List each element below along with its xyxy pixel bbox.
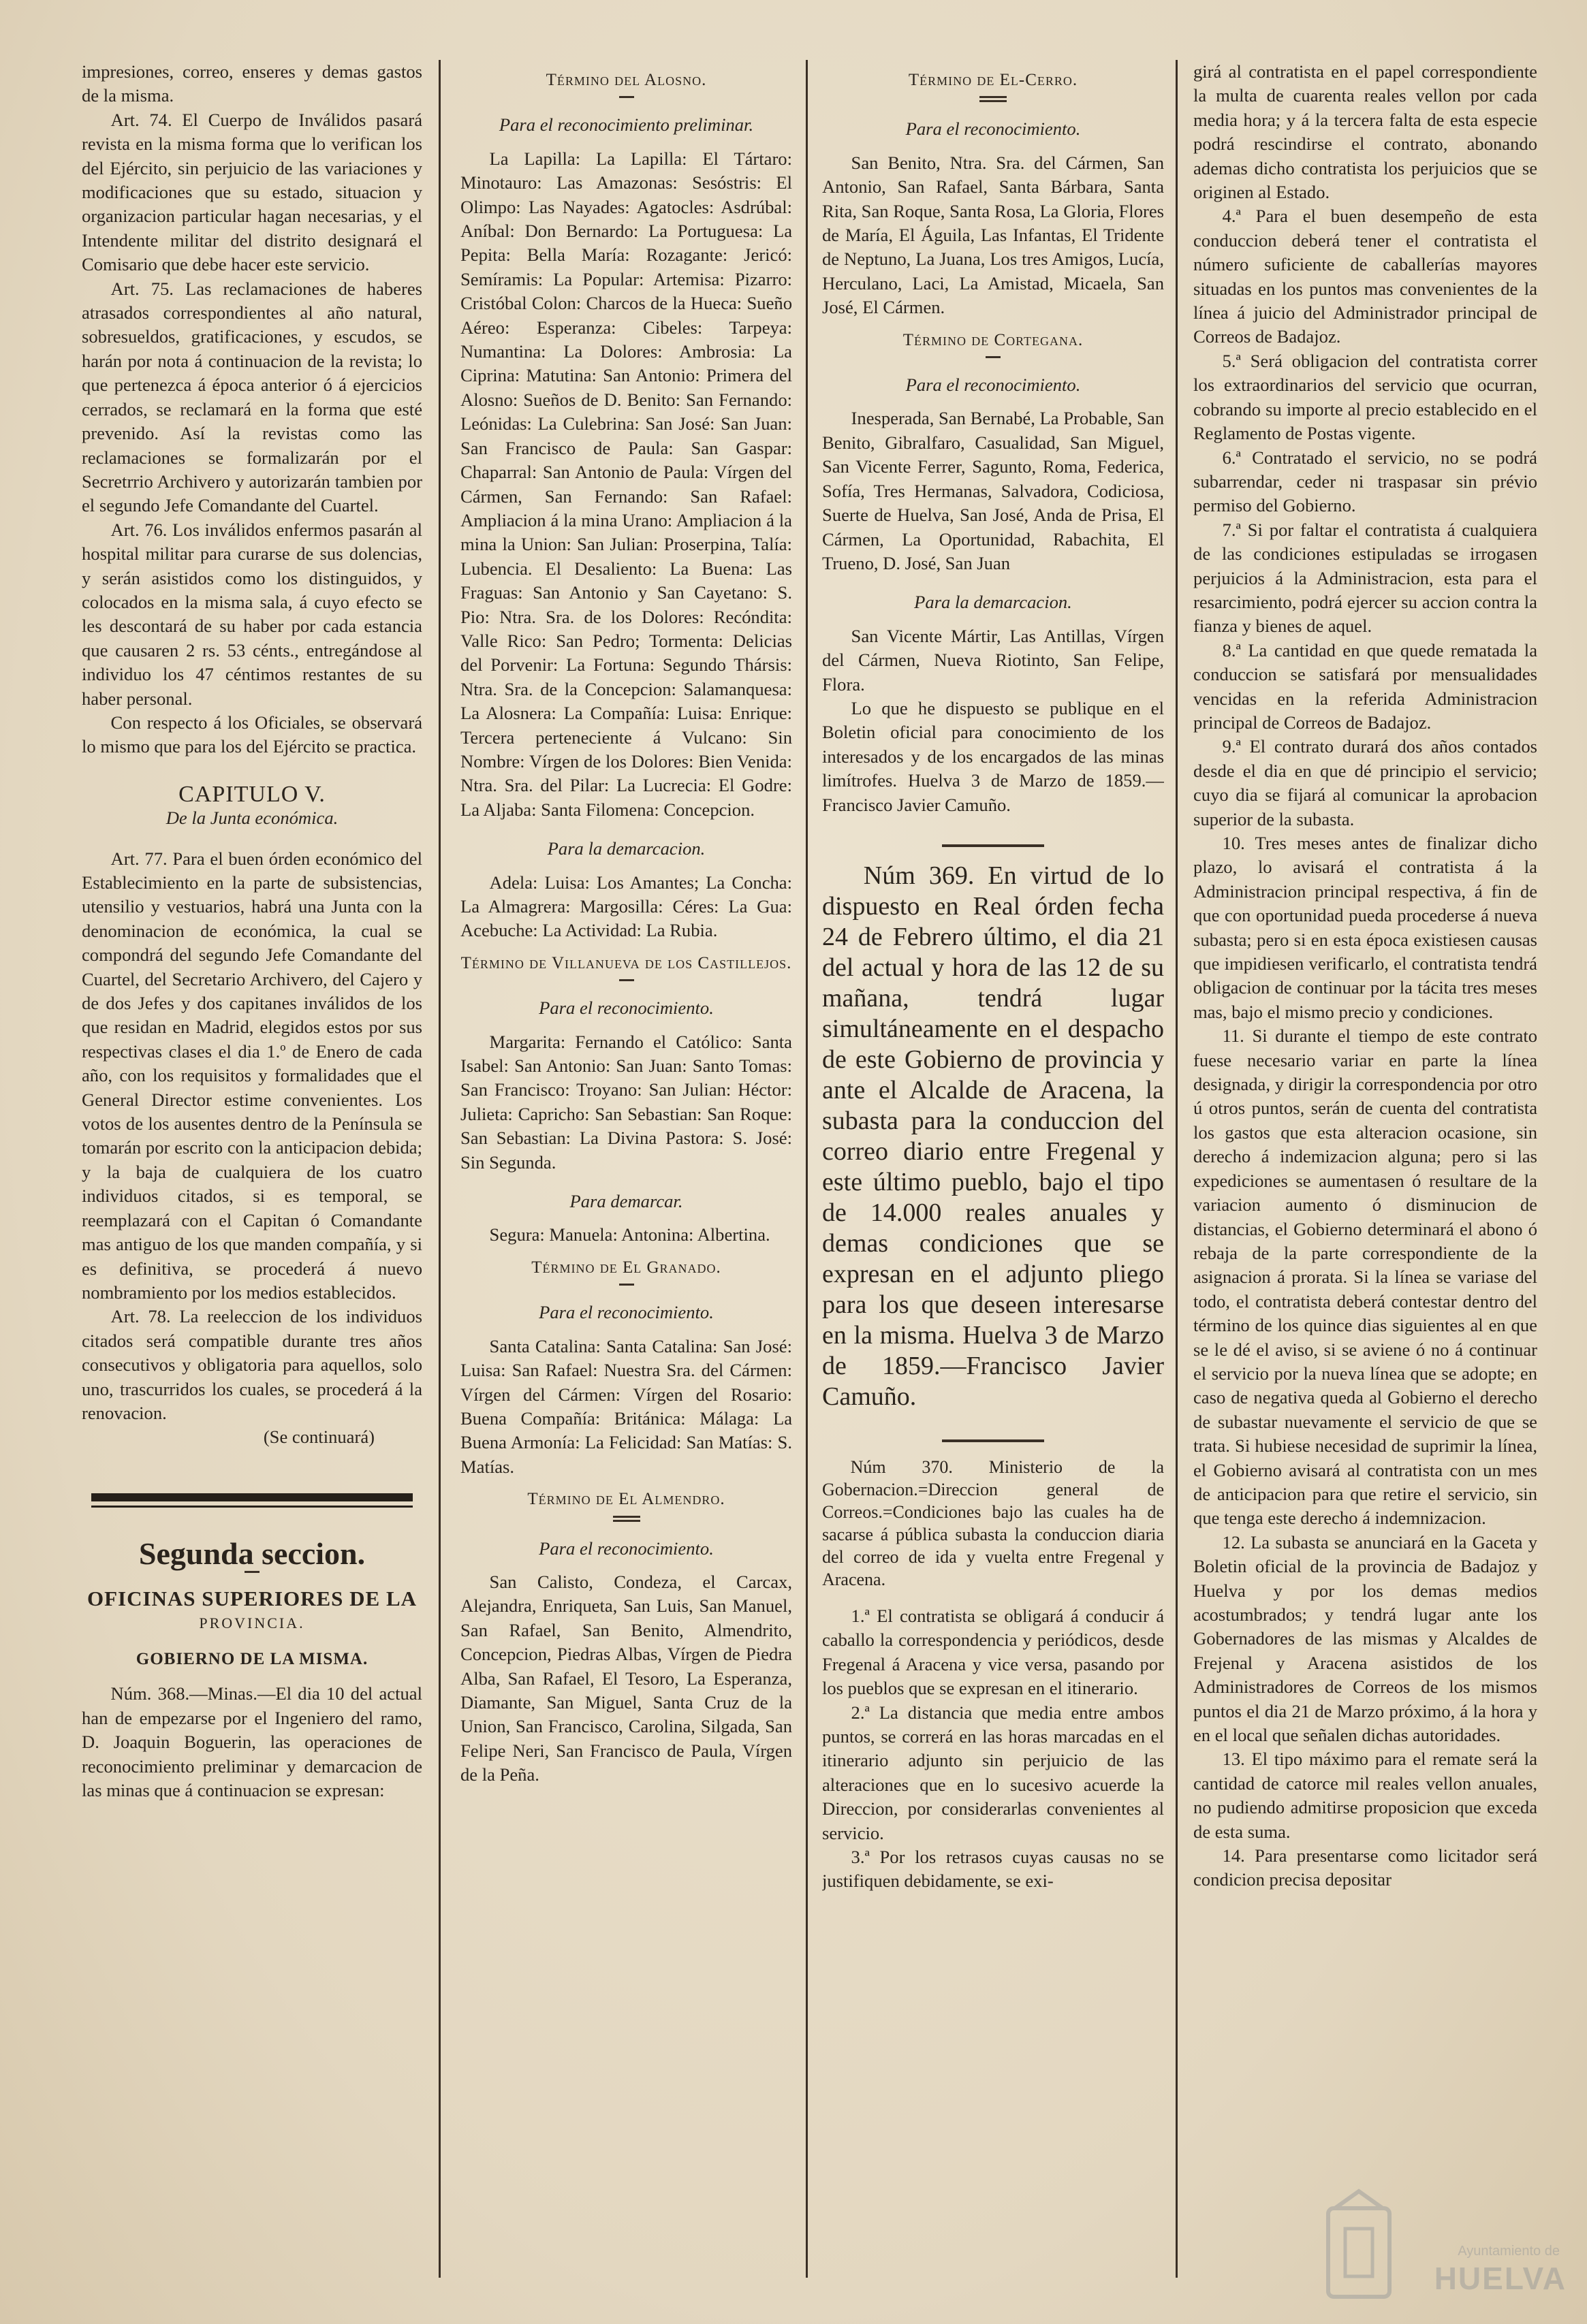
government-heading: GOBIERNO DE LA MISMA. bbox=[136, 1649, 368, 1668]
section-rule-thin bbox=[91, 1506, 413, 1508]
column-2 bbox=[460, 60, 792, 2283]
crest-icon bbox=[1321, 2188, 1396, 2304]
subheading: Para el reconocimiento. bbox=[905, 375, 1081, 396]
condition: girá al contratista en el papel correspondiente la multa de cuarenta reales vellon por cada media hora; y á la tercera falta de esta especie podrá rescindirse el contrato, abonando ademas dicho contratista los perjuicios que se originen al Estado. bbox=[1193, 61, 1537, 203]
mine-list: San Benito, Ntra. Sra. del Cármen, San Antonio, San Rafael, Santa Bárbara, Santa Rita, San Roque, Santa Rosa, La Gloria, Flores de María, El Águila, Las Infantas, El Tridente de Neptuno, La Juana, Los tres Amigos, Lucía, Herculano, Laci, La Amistad, Micaela, San José, El Cármen. bbox=[822, 152, 1164, 318]
condition: 9.ª El contrato durará dos años contados desde el dia en que dé principio el servicio; cuyo dia se fijará al comunicar la aprobacion superior de la subasta. bbox=[1193, 736, 1537, 829]
column-rule bbox=[806, 60, 808, 2278]
article-77: Art. 77. Para el buen órden económico del Establecimiento en la parte de subsistencias, utensilio y vestuarios, habrá una Junta con la denominacion de económica, la cual se compondrá del segundo Jefe Comandante del Cuartel, del Secretario Archivero, del Cajero y de dos Jefes y dos capitanes inválidos de los que residan en Madrid, elegidos estos por sus respectivas clases el dia 1.º de Enero de cada año, con los requisitos y formalidades que el General Director estime convenientes. Los votos de los ausentes dentro de la Península se tomarán por escrito con la anticipacion debida; y la baja de cualquiera de los cuatro individuos citados, si es temporal, se reemplazará con el Capitan ó Comandante mas antiguo de los que manden compañía, y si es definitiva, se procederá á nuevo nombramiento por los medios establecidos. bbox=[82, 848, 422, 1303]
subheading: Para la demarcacion. bbox=[914, 592, 1072, 613]
mine-list: San Vicente Mártir, Las Antillas, Vírgen del Cármen, Nueva Riotinto, San Felipe, Flora. bbox=[822, 625, 1164, 695]
mine-list: La Lapilla: La Lapilla: El Tártaro: Minotauro: Las Amazonas: Sesóstris: El Olimpo: Las Nayades: Agatocles: Asdrúbal: Aníbal: Don Bernardo: La Portuguesa: La Pepita: Bella María: Rozagante: Jericó: Semíramis: La Popular: Artemisa: Pizarro: Cristóbal Colon: Charcos de la Hueca: Sueño Aéreo: Esperanza: Cibeles: Tarpeya: Numantina: La Dolores: Ambrosia: La Ciprina: Matutina: San Antonio: Primera del Alosno: Sueños de D. Benito: San Fernando: Leónidas: La Culebrina: San José: San Juan: San Francisco de Paula: San Gaspar: Chaparral: San Antonio de Paula: Vírgen del Cármen, San Fernando: San Rafael: Ampliacion á la mina Urano: Ampliacion á la mina la Union: San Julian: Proserpina, Talía: Lubencia. El Desaliento: La Buena: Las Fraguas: San Antonio y San Cayetano: S. Pio: Ntra. Sra. de los Dolores: Recóndita: Valle Rico: San Pedro; Tormenta: Delicias del Porvenir: La Fortuna: Segundo Thársis: Ntra. Sra. de la Concepcion: Salamanquesa: La Alosnera: La Compañía: Luisa: Enrique: Tercera perteneciente á Vulcano: Sin Nombre: Vírgen de los Dolores: Bien Venida: Ntra. Sra. del Pilar: La Lucrecia: El Godre: La Aljaba: Santa Filomena: Concepcion. bbox=[460, 148, 792, 820]
condition: 14. Para presentarse como licitador será condicion precisa depositar bbox=[1193, 1845, 1537, 1890]
condition: 6.ª Contratado el servicio, no se podrá subarrendar, ceder ni traspasar sin prévio permiso del Gobierno. bbox=[1193, 447, 1537, 516]
notice-368: Núm. 368.—Minas.—El dia 10 del actual han de empezarse por el Ingeniero del ramo, D. Joaquin Boguerin, las operaciones de reconocimiento preliminar y demarcacion de las minas que á continuacion se expresan: bbox=[82, 1683, 422, 1800]
offices-heading: OFICINAS SUPERIORES DE LA bbox=[87, 1587, 418, 1611]
column-3 bbox=[822, 60, 1164, 2283]
subheading: Para el reconocimiento preliminar. bbox=[499, 114, 754, 136]
condition: 13. El tipo máximo para el remate será la cantidad de catorce mil reales vellon anuales, no pudiendo admitirse proposicion que exceda de esta suma. bbox=[1193, 1749, 1537, 1842]
chapter-subtitle: De la Junta económica. bbox=[166, 808, 339, 829]
divider bbox=[245, 1571, 260, 1573]
subheading: Para el reconocimiento. bbox=[539, 998, 714, 1019]
term-heading: Término de El-Cerro. bbox=[908, 71, 1078, 89]
column-1 bbox=[82, 60, 422, 2283]
mine-list: Margarita: Fernando el Católico: Santa Isabel: San Antonio: San Juan: Santo Tomas: San Francisco: Troyano: San Julian: Héctor: Julieta: Capricho: San Sebastian: San Roque: San Sebastian: La Divina Pastora: S. José: Sin Segunda. bbox=[460, 1031, 792, 1173]
paragraph: impresiones, correo, enseres y demas gastos de la misma. bbox=[82, 61, 422, 106]
condition: 11. Si durante el tiempo de este contrato fuese necesario variar en parte la línea designada, y dirigir la correspondencia por otro ú otros puntos, serán de cuenta del contratista los gastos que esta alteracion ocasione, sin derecho á indemizacion alguna; pero si las expediciones se aumentasen ó resultare de la variacion aumento ó disminucion de distancias, el Gobierno determinará el abono ó rebaja de la parte correspondiente de la asignacion á prorata. Si la línea se variase del todo, el contratista deberá contestar dentro del término de los quince dias siguientes al en que se le dé el aviso, si se aviene ó no á continuar el servicio por la nueva línea que se adopte; en caso de negativa queda al Gobierno el derecho de subastar nuevamente el servicio de que se trata. Si hubiese necesidad de suprimir la línea, el Gobierno avisará al contratista con un mes de anticipacion para que retire el servicio, sin que tenga este derecho á indemnizacion. bbox=[1193, 1025, 1537, 1529]
closing-paragraph: Lo que he dispuesto se publique en el Boletin oficial para conocimiento de los interesados y de los encargados de las minas limítrofes. Huelva 3 de Marzo de 1859.—Francisco Javier Camuño. bbox=[822, 697, 1164, 815]
notice-separator bbox=[942, 1439, 1044, 1442]
column-rule bbox=[439, 60, 441, 2278]
notice-370: Núm 370. Ministerio de la Gobernacion.=Direccion general de Correos.=Condiciones bajo las cuales ha de sacarse á pública subasta la conduccion diaria del correo de ida y vuelta entre Fregenal y Aracena. bbox=[822, 1457, 1164, 1589]
divider bbox=[619, 1284, 634, 1286]
term-heading: Término del Alosno. bbox=[546, 71, 707, 89]
article-75: Art. 75. Las reclamaciones de haberes atrasados correspondientes al año natural, sobresueldos, gratificaciones, y escudos, se harán por nota á continuacion de la revista; lo que pertenezca á época anterior ó á ejercicios cerrados, se reclamará en la forma que esté prevenido. Así la revistas como las reclamaciones se formalizarán por el Secretrrio Archivero y autorizarán tambien por el segundo Jefe Comandante del Cuartel. bbox=[82, 278, 422, 516]
condition: 5.ª Será obligacion del contratista correr los extraordinarios del servicio que ocurran, cobrando su importe al precio establecido en el Reglamento de Postas vigente. bbox=[1193, 350, 1537, 444]
mine-list: Adela: Luisa: Los Amantes; La Concha: La Almagrera: Margosilla: Céres: La Gua: Acebuche: La Actividad: La Rubia. bbox=[460, 872, 792, 941]
chapter-title: CAPITULO V. bbox=[178, 781, 326, 807]
watermark-subtitle: Ayuntamiento de bbox=[1458, 2244, 1560, 2259]
condition: 3.ª Por los retrasos cuyas causas no se justifiquen debidamente, se exi- bbox=[822, 1847, 1164, 1892]
term-heading: Término de El Almendro. bbox=[527, 1490, 725, 1509]
subheading: Para el reconocimiento. bbox=[539, 1302, 714, 1323]
subheading: Para el reconocimiento. bbox=[539, 1538, 714, 1559]
divider bbox=[613, 1516, 640, 1522]
mine-list: Segura: Manuela: Antonina: Albertina. bbox=[489, 1224, 770, 1245]
section-rule bbox=[91, 1493, 413, 1501]
city-watermark bbox=[1321, 2174, 1567, 2310]
mine-list: Santa Catalina: Santa Catalina: San José: Luisa: San Rafael: Nuestra Sra. del Cármen: Vírgen del Cármen: Vírgen del Rosario: Buena Compañía: Británica: Málaga: La Buena Armonía: La Felicidad: San Matías: S. Matías. bbox=[460, 1335, 792, 1477]
condition: 10. Tres meses antes de finalizar dicho plazo, lo avisará el contratista á la Administracion principal respectiva, á fin de que con oportunidad pueda procederse á nueva subasta; pero si en esta época existiesen causas que impidiesen verificarlo, el contratista tendrá obligacion de continuar por la tácita tres meses mas, bajo el mismo precio y condiciones. bbox=[1193, 833, 1537, 1022]
condition: 4.ª Para el buen desempeño de esta conduccion deberá tener el contratista el número suficiente de caballerías mayores situadas en los puntos mas convenientes de la línea á juicio del Administrador principal de Correos de Badajoz. bbox=[1193, 206, 1537, 347]
article-76: Art. 76. Los inválidos enfermos pasarán al hospital militar para curarse de sus dolencias, y serán asistidos como los distinguidos, y colocados en la misma sala, á cuyo efecto se les descontará de su haber por cada estancia que causaren 2 rs. 53 cénts., entregándose al individuo los 47 céntimos restantes de su haber personal. bbox=[82, 519, 422, 709]
subheading: Para demarcar. bbox=[569, 1191, 683, 1212]
mine-list: Inesperada, San Bernabé, La Probable, San Benito, Gibralfaro, Casualidad, San Miguel, San Vicente Ferrer, Sagunto, Roma, Federica, Sofía, Tres Hermanas, Salvadora, Codiciosa, Suerte de Huelva, San José, Anda de Prisa, El Cármen, La Oportunidad, Rabachita, El Trueno, D. José, San Juan bbox=[822, 408, 1164, 573]
term-heading: Término de Cortegana. bbox=[902, 330, 1084, 349]
paragraph: Con respecto á los Oficiales, se observará lo mismo que para los del Ejército se practica. bbox=[82, 712, 422, 757]
condition: 2.ª La distancia que media entre ambos puntos, se correrá en las horas marcadas en el itinerario adjunto sin perjuicio de las alteraciones que en lo sucesivo acuerde la Direccion, por considerarlas convenientes al servicio. bbox=[822, 1702, 1164, 1843]
section-title: Segunda seccion. bbox=[138, 1535, 366, 1571]
watermark-name: HUELVA bbox=[1434, 2261, 1567, 2296]
column-4 bbox=[1193, 60, 1537, 2283]
term-heading: Término de El Granado. bbox=[531, 1258, 721, 1277]
notice-separator bbox=[942, 844, 1044, 847]
column-rule bbox=[1176, 60, 1178, 2278]
continued-note: (Se continuará) bbox=[263, 1427, 375, 1448]
article-74: Art. 74. El Cuerpo de Inválidos pasará revista en la misma forma que lo verifican los del Ejército, sin perjuicio de las variaciones y modificaciones que su estado, situacion y organizacion particular hagan necesarias, y el Intendente militar del distrito designará el Comisario que debe hacer este servicio. bbox=[82, 109, 422, 275]
notice-369: Núm 369. En virtud de lo dispuesto en Real órden fecha 24 de Febrero último, el dia 21 del actual y hora de las 12 de su mañana, tendrá lugar simultáneamente en el despacho de este Gobierno de provincia y ante el Alcalde de Aracena, la subasta para la conduccion del correo diario entre Fregenal y este último pueblo, bajo el tipo de 14.000 reales anuales y demas condiciones que se expresan en el adjunto pliego para los que deseen interesarse en la misma. Huelva 3 de Marzo de 1859.—Francisco Javier Camuño. bbox=[822, 861, 1164, 1411]
condition: 7.ª Si por faltar el contratista á cualquiera de las condiciones estipuladas se irrogasen perjuicios á la Administracion, esta para el resarcimiento, podrá ejercer su accion contra la fianza y bienes de aquel. bbox=[1193, 519, 1537, 637]
divider bbox=[979, 96, 1007, 102]
term-heading: Término de Villanueva de los Castillejos. bbox=[460, 953, 792, 972]
condition: 1.ª El contratista se obligará á conducir á caballo la correspondencia y periódicos, desde Fregenal á Aracena y vice versa, pasando por los pueblos que se expresan en el itinerario. bbox=[822, 1605, 1164, 1699]
condition: 8.ª La cantidad en que quede rematada la conduccion se satisfará por mensualidades vencidas en la referida Administracion principal de Correos de Badajoz. bbox=[1193, 639, 1537, 733]
mine-list: San Calisto, Condeza, el Carcax, Alejandra, Enriqueta, San Luis, San Manuel, San Rafael, San Benito, Almendrito, Concepcion, Piedras Albas, Vírgen de Piedra Alba, San Rafael, El Tesoro, La Esperanza, Diamante, San Miguel, Santa Cruz de la Union, San Francisco, Carolina, Silgada, San Felipe Neri, San Francisco de Paula, Vírgen de la Peña. bbox=[460, 1571, 792, 1785]
divider bbox=[619, 979, 634, 981]
condition: 12. La subasta se anunciará en la Gaceta y Boletin oficial de la provincia de Badajoz y Huelva y por los demas medios acostumbrados; y tendrá lugar ante los Gobernadores de las mismas y Alcaldes de Frejenal y Aracena asistidos de los Administradores de Correos de los mismos puntos el dia 21 de Marzo próximo, á la hora y en el local que señalen dichas autoridades. bbox=[1193, 1531, 1537, 1746]
subheading: Para la demarcacion. bbox=[547, 838, 706, 859]
divider bbox=[619, 96, 634, 98]
article-78: Art. 78. La reeleccion de los individuos citados será compatible durante tres años consecutivos y obligatoria para aquellos, solo uno, trascurridos los cuales, se procederá á la renovacion. bbox=[82, 1306, 422, 1423]
divider bbox=[986, 356, 1001, 358]
province-heading: PROVINCIA. bbox=[199, 1614, 305, 1631]
subheading: Para el reconocimiento. bbox=[905, 118, 1081, 140]
